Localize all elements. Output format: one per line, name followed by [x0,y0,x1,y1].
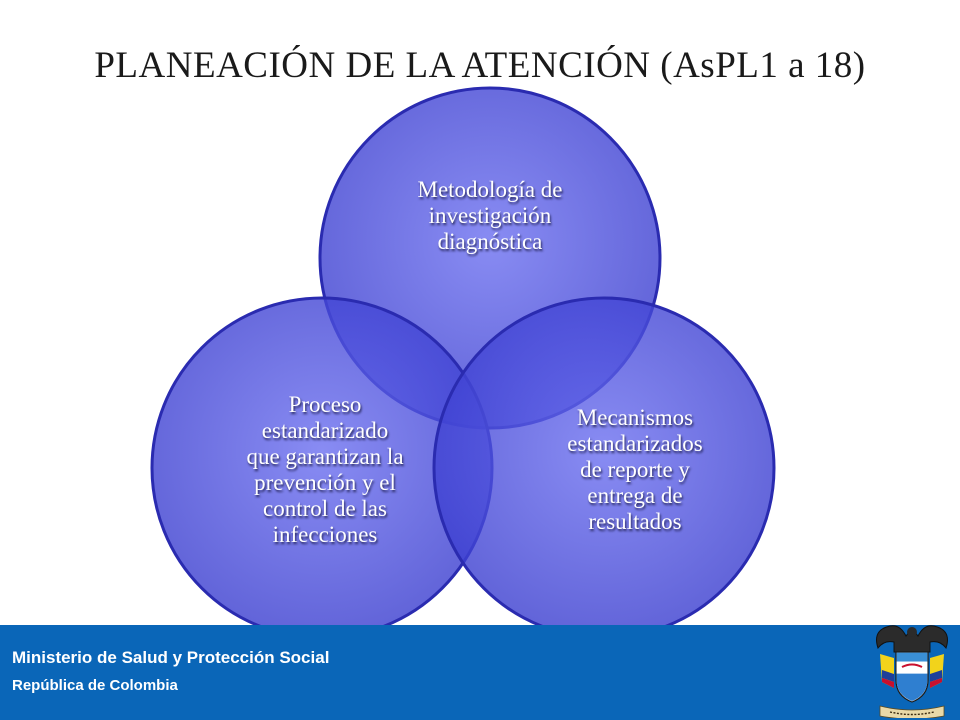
slide-title: PLANEACIÓN DE LA ATENCIÓN (AsPL1 a 18) [94,45,866,86]
label-top: Metodología de investigación diagnóstica [417,177,563,254]
label-bottom-right: Mecanismos estandarizados de reporte y entrega de resultados [567,405,703,534]
footer-ministry: Ministerio de Salud y Protección Social [12,648,330,667]
label-bottom-left: Proceso estandarizado que garantizan la prevención y el control de las infecciones [246,392,404,547]
colombia-coat-of-arms-icon [870,618,954,718]
footer-country: República de Colombia [12,677,178,694]
footer-bar [0,625,960,720]
